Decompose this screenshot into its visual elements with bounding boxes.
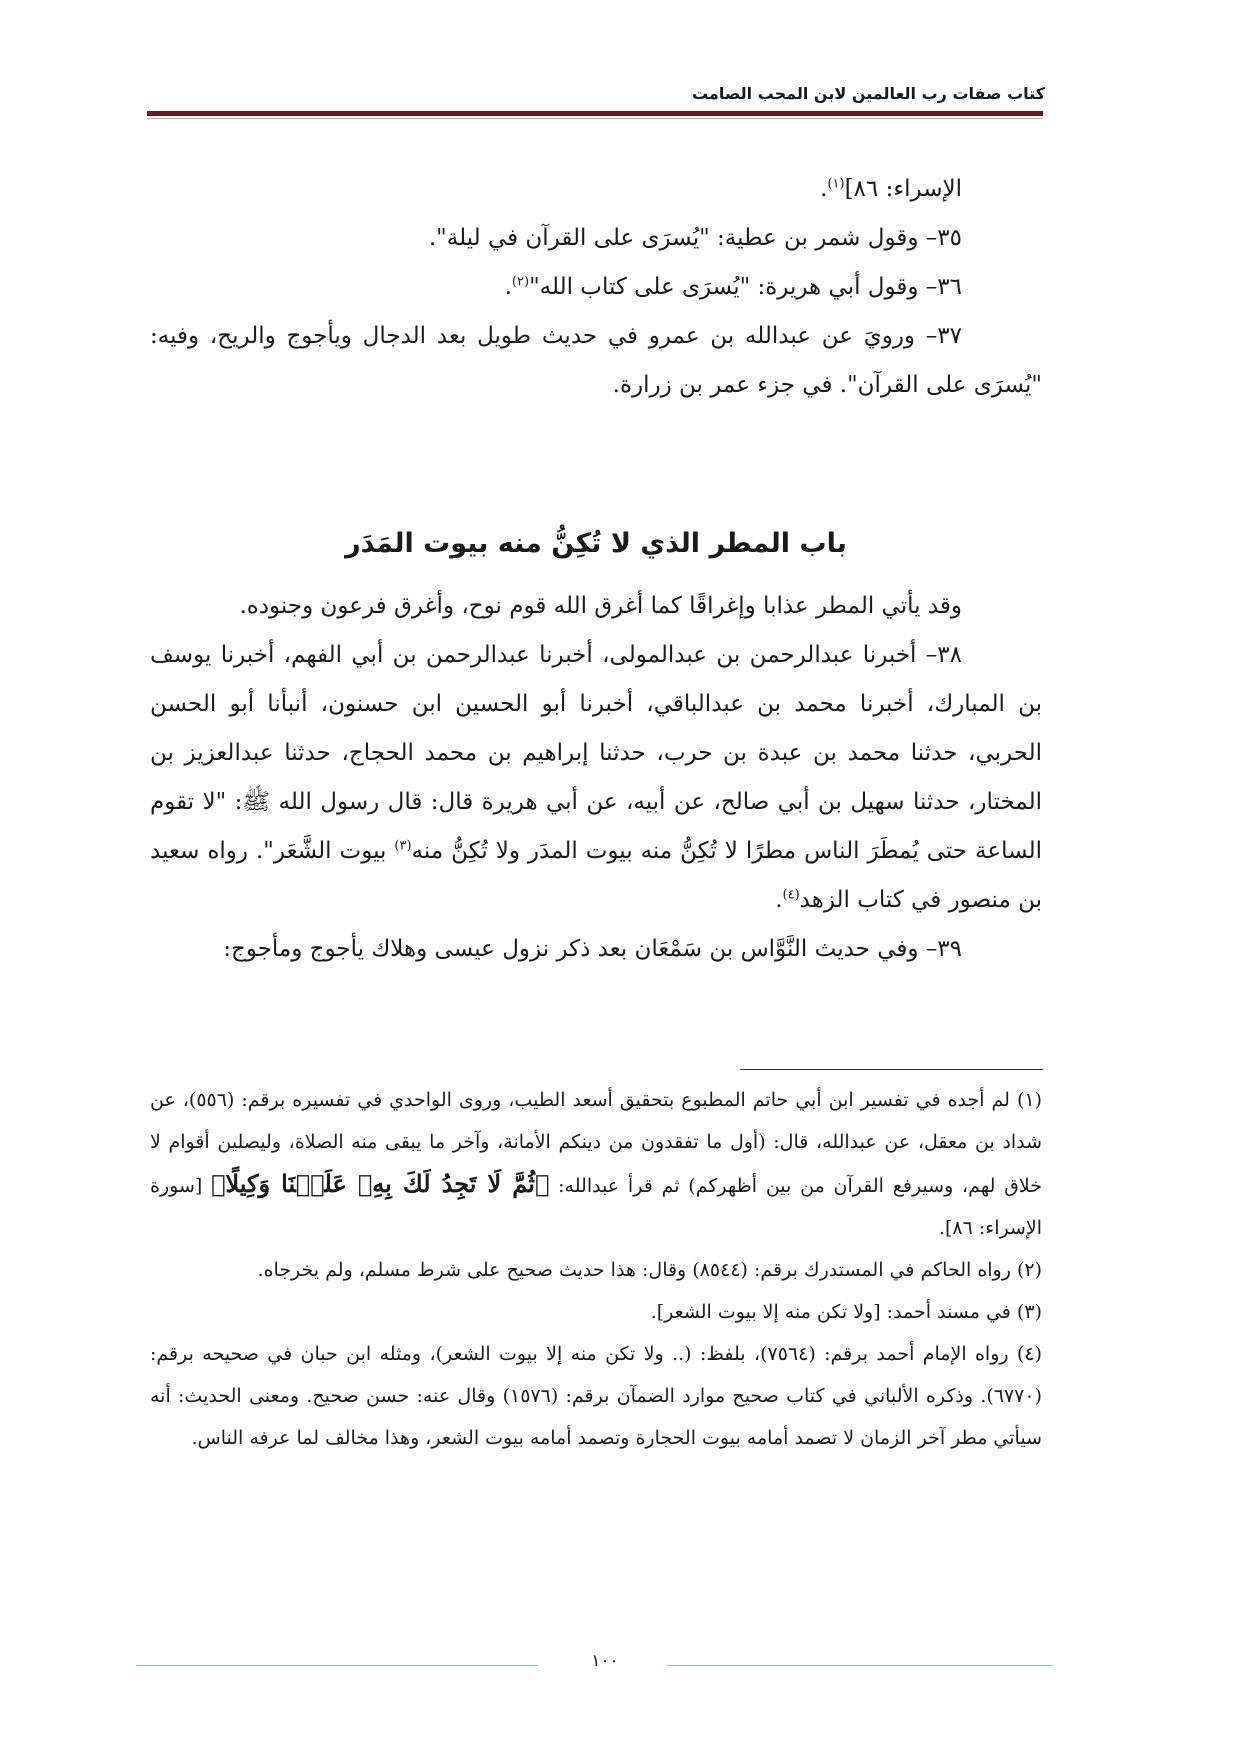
- footnotes: [150, 1079, 1042, 1459]
- footnote-separator: [740, 1069, 1043, 1070]
- footer-rule-right: [667, 1665, 1053, 1666]
- page-number: ١٠٠: [591, 1651, 619, 1671]
- footnote-3: (٣) في مسند أحمد: [ولا تكن منه إلا بيوت الشعر].: [650, 1301, 1042, 1323]
- header-rule: [147, 111, 1043, 116]
- footnote-4: (٤) رواه الإمام أحمد برقم: (٧٥٦٤)، بلفظ: (.. ولا تكن منه إلا بيوت الشعر)، ومثله ابن حبان في صحيحه برقم: (٦٧٧٠). وذكره الألباني في كتاب صحيح موارد الضمآن برقم: (١٥٧٦) وقال عنه: حسن صحيح. ومعنى الحديث: أنه سيأتي مطر آخر الزمان لا تصمد أمامه بيوت الحجارة وتصمد أمامه بيوت الشعر، وهذا مخالف لما عرفه الناس.: [150, 1343, 1042, 1449]
- chapter-title: باب المطر الذي لا تُكِنُّ منه بيوت المَدَر: [345, 528, 847, 559]
- paragraph-39: ٣٩– وفي حديث النَّوَّاس بن سَمْعَان بعد ذكر نزول عيسى وهلاك يأجوج ومأجوج:: [223, 936, 962, 962]
- footnote-1: (١) لم أجده في تفسير ابن أبي حاتم المطبوع بتحقيق أسعد الطيب، وروى الواحدي في تفسيره برقم: (٥٥٦)، عن شداد بن معقل، عن عبدالله، قال: (أول ما تفقدون من دينكم الأمانة، وآخر ما يبقى منه الصلاة، وليصلين أقوام لا خلاق لهم، وسيرفع القرآن من بين أظهركم) ثم قرأ عبدالله: ﴿ثُمَّ لَا تَجِدُ لَكَ بِهِۦ عَلَيۡنَا وَكِيلًا﴾ [سورة الإسراء: ٨٦].: [150, 1089, 1042, 1239]
- quran-verse: ﴿ثُمَّ لَا تَجِدُ لَكَ بِهِۦ عَلَيۡنَا وَكِيلًا﴾: [211, 1169, 550, 1198]
- paragraph-37: ٣٧– ورويَ عن عبدالله بن عمرو في حديث طويل بعد الدجال ويأجوج والريح، وفيه: "يُسرَى على القرآن". في جزء عمر بن زرارة.: [150, 323, 1042, 398]
- footnote-ref: (٤): [782, 887, 800, 903]
- body-text-top: [150, 165, 1042, 410]
- paragraph-36: ٣٦– وقول أبي هريرة: "يُسرَى على كتاب الله"$^{(٢)}$.: [504, 274, 962, 300]
- section-intro: وقد يأتي المطر عذابا وإغراقًا كما أغرق الله قوم نوح، وأغرق فرعون وجنوده.: [239, 593, 962, 619]
- footnote-ref: (٢): [511, 274, 530, 290]
- paragraph-35: ٣٥– وقول شمر بن عطية: "يُسرَى على القرآن في ليلة".: [428, 225, 962, 251]
- header-rule-thin: [147, 118, 1043, 119]
- footer-rule-left: [136, 1665, 538, 1666]
- footnote-ref: (١): [827, 176, 845, 192]
- running-header: كتاب صفات رب العالمين لابن المحب الصامت: [691, 84, 1045, 103]
- body-text-section: [150, 582, 1042, 974]
- footnote-ref: (٣): [394, 838, 412, 854]
- paragraph-38: ٣٨– أخبرنا عبدالرحمن بن عبدالمولى، أخبرنا عبدالرحمن بن أبي الفهم، أخبرنا يوسف بن المبارك، أخبرنا محمد بن عبدالباقي، أخبرنا أبو الحسين ابن حسنون، أنبأنا أبو الحسن الحربي، حدثنا محمد بن عبدة بن حرب، حدثنا إبراهيم بن محمد الحجاج، حدثنا عبدالعزيز بن المختار، حدثنا سهيل بن أبي صالح، عن أبيه، عن أبي هريرة قال: قال رسول الله ﷺ: "لا تقوم الساعة حتى يُمطَرَ الناس مطرًا لا تُكِنُّ منه بيوت المدَر ولا تُكِنُّ منه$^{(٣)}$ بيوت الشَّعَر". رواه سعيد بن منصور في كتاب الزهد$^{(٤)}$.: [150, 642, 1042, 913]
- paragraph-continuation: الإسراء: ٨٦]$^{(١)}$.: [820, 176, 962, 202]
- footnote-2: (٢) رواه الحاكم في المستدرك برقم: (٨٥٤٤) وقال: هذا حديث صحيح على شرط مسلم، ولم يخرجاه.: [257, 1259, 1042, 1281]
